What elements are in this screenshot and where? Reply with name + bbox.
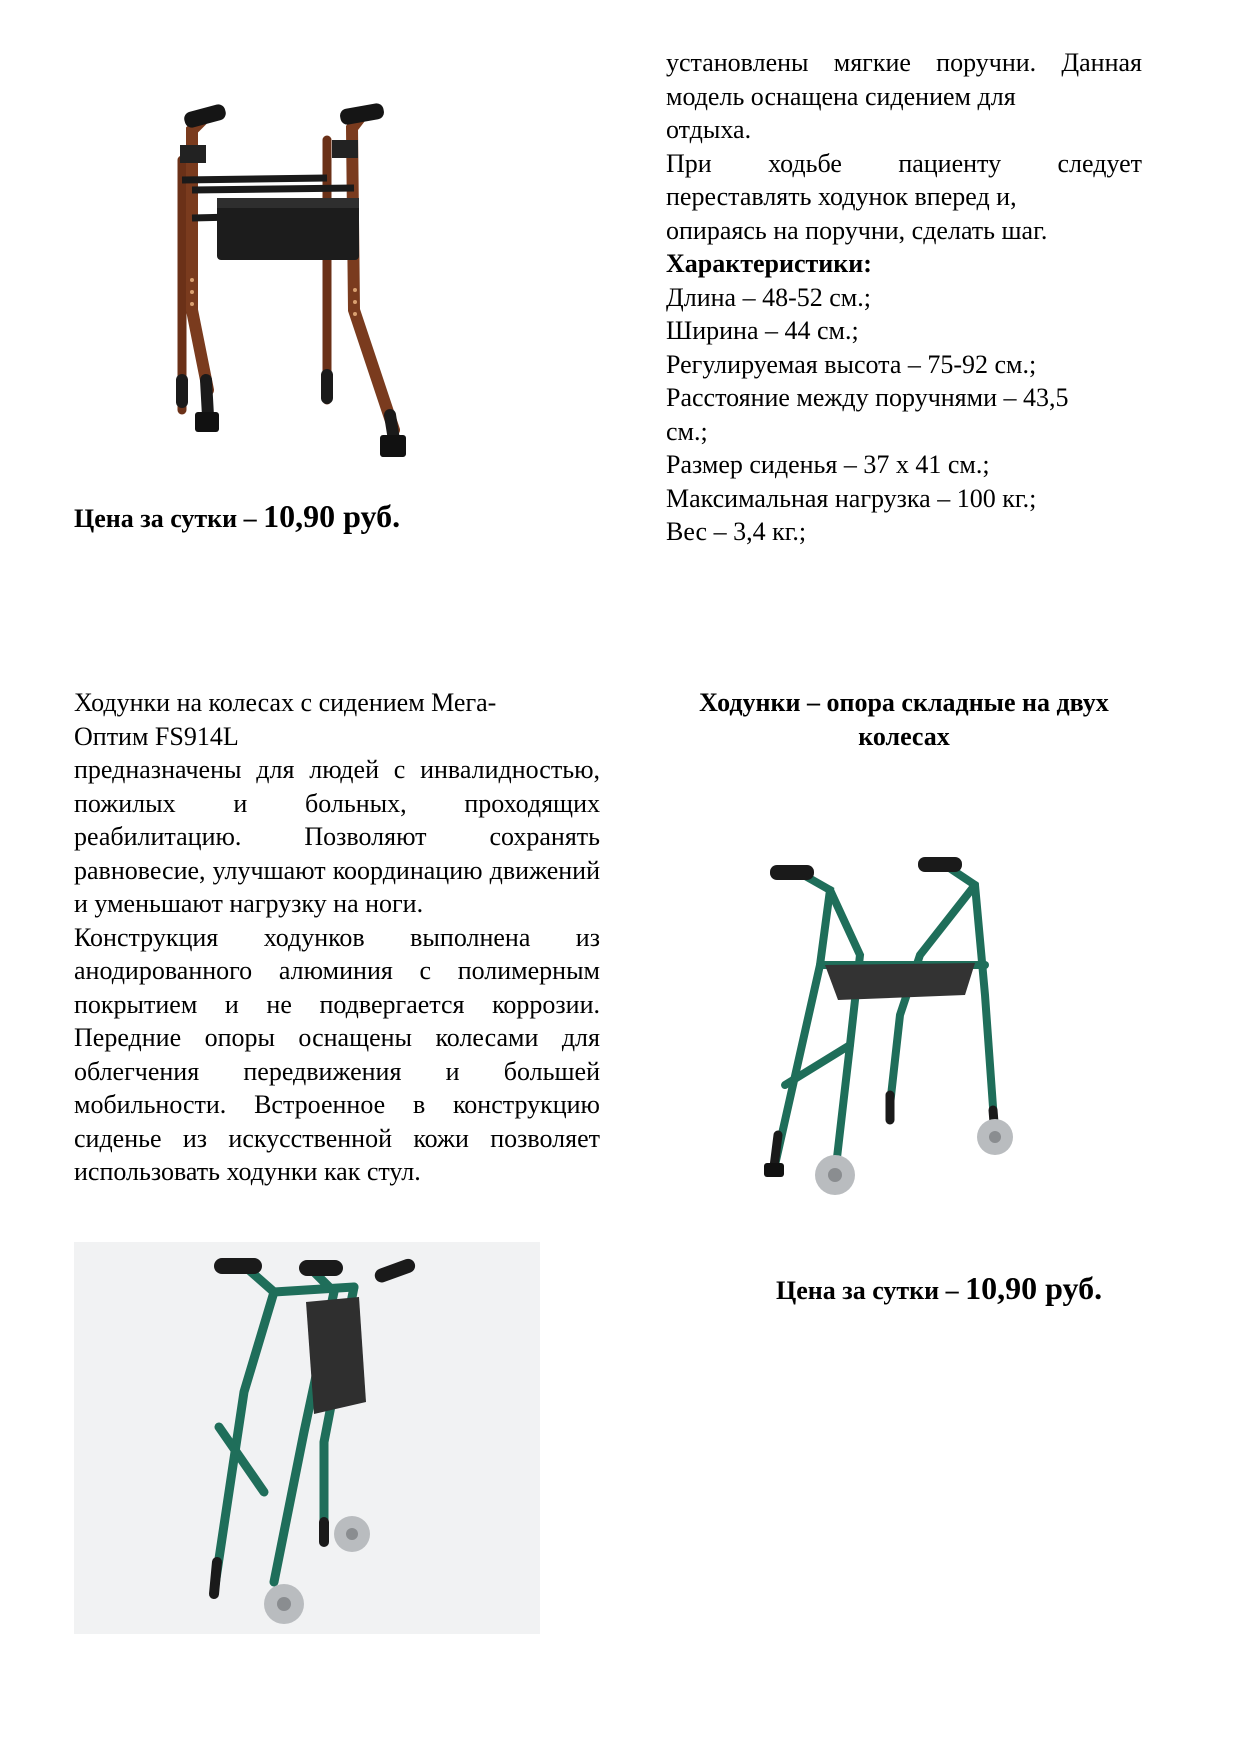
product-title-end: Оптим FS914L [74,721,239,751]
spec-item: Ширина – 44 см.; [666,316,859,345]
walker-green-folded-image [74,1242,540,1634]
paragraph: При ходьбе пациенту следует переставлять ходунок вперед и, [666,148,1142,211]
handle-grip [770,865,814,880]
description-continued [666,46,1142,549]
spec-item: Расстояние между поручнями – 43,5 [666,383,1069,412]
paragraph-end: опираясь на поручни, сделать шаг. [666,215,1048,245]
spec-item: Размер сиденья – 37 х 41 см.; [666,450,990,479]
price-amount: 10,90 руб. [263,498,401,534]
price-amount: 10,90 руб. [965,1270,1103,1306]
foot-cap [764,1163,784,1177]
spec-item: см.; [666,416,708,446]
paragraph: Конструкция ходунков выполнена из анодированного алюминия с полимерным покрытием и не подвергается коррозии. Передние опоры оснащены колесами для облегчения передвижения и большей мобильности. Встроенное в конструкцию сиденье из искусственной кожи позволяет использовать ходунки как стул. [74,922,600,1186]
price-label: Цена за сутки – [74,504,264,533]
walker-green-image [750,845,1050,1205]
spec-item: Длина – 48-52 см.; [666,282,871,312]
walker-bronze-image [72,80,492,460]
folded-seat [306,1297,366,1414]
handle-grip [299,1260,343,1276]
spec-item: Вес – 3,4 кг.; [666,517,807,546]
specs-title: Характеристики: [666,249,872,278]
product-title: Ходунки на колесах с сидением Мега- [74,688,497,717]
product-description [74,686,600,1189]
price-per-day [74,498,400,535]
handle-grip [918,857,962,872]
spec-item: Максимальная нагрузка – 100 кг.; [666,483,1037,513]
paragraph-end: отдыха. [666,115,752,144]
price-per-day [776,1270,1102,1307]
price-label: Цена за сутки – [776,1276,966,1305]
seat [825,963,975,1000]
foot-cap [195,412,219,432]
paragraph: установлены мягкие поручни. Данная модель оснащена сидением для [666,48,1142,111]
spec-item: Регулируемая высота – 75-92 см.; [666,349,1037,379]
foot-cap [380,435,406,457]
handle-grip [214,1258,262,1274]
product-heading: Ходунки – опора складные на двух колесах [699,688,1109,751]
paragraph: предназначены для людей с инвалидностью, пожилых и больных, проходящих реабилитацию. Позволяют сохранять равновесие, улучшают координацию движений и уменьшают нагрузку на ноги. [74,755,600,918]
